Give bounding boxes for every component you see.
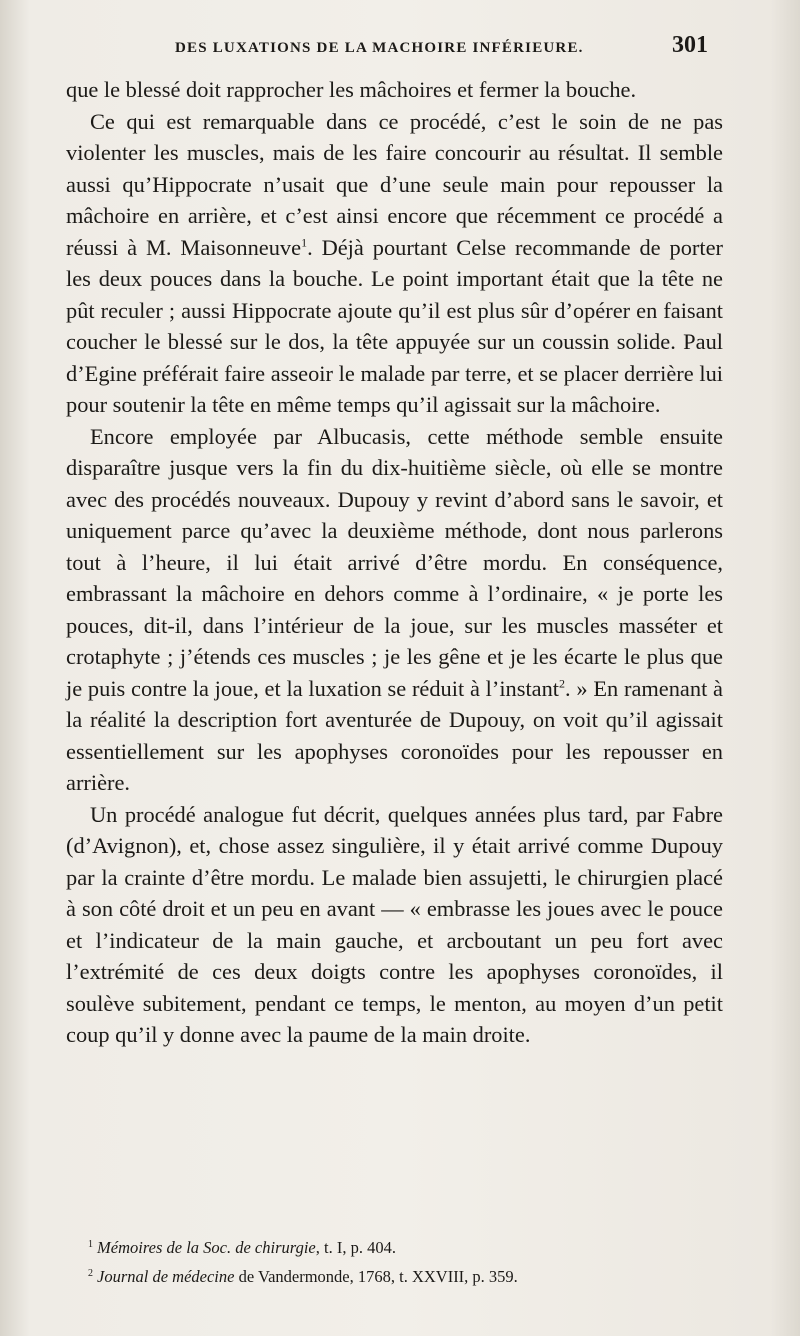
footnote-2 xyxy=(88,1262,728,1291)
paragraph-3-text-b: . » En ramenant à la réalité la description fort aventurée de Dupouy, on voit qu’il agissait essentiellement sur les apophyses coronoïdes pour les repousser en arrière. xyxy=(66,675,723,795)
paragraph-2-text-a: Ce qui est remarquable dans ce procédé, c’est le soin de ne pas violenter les muscles, mais de les faire concourir au résultat. Il semble aussi qu’Hippocrate n’usait que d’une seule main pour repousser la mâchoire en arrière, et c’est ainsi encore que récemment ce procédé a réussi à M. Maisonneuve xyxy=(66,108,723,260)
footnotes xyxy=(88,1233,728,1291)
footnote-source-title: Journal de médecine xyxy=(97,1267,235,1286)
body-text xyxy=(66,74,723,1051)
footnote-source-details: , t. I, p. 404. xyxy=(315,1238,396,1257)
footnote-marker: 2 xyxy=(88,1267,93,1279)
footnote-marker: 1 xyxy=(88,1238,93,1250)
paragraph-3-text-a: Encore employée par Albucasis, cette méthode semble ensuite disparaître jusque vers la fin du dix-huitième siècle, où elle se montre avec des procédés nouveaux. Dupouy y revint d’abord sans le savoir, et uniquement parce qu’avec la deuxième méthode, dont nous parlerons tout à l’heure, il lui était arrivé d’être mordu. En conséquence, embrassant la mâchoire en dehors comme à l’ordinaire, « je porte les pouces, dit-il, dans l’intérieur de la joue, sur les muscles masséter et crotaphyte ; j’étends ces muscles ; je les gêne et je les écarte le plus que je puis contre la joue, et la luxation se réduit à l’instant xyxy=(66,423,723,701)
running-title: DES LUXATIONS DE LA MACHOIRE INFÉRIEURE. xyxy=(175,40,584,56)
footnote-ref-2[interactable]: 2 xyxy=(559,676,566,691)
footnote-1 xyxy=(88,1233,728,1262)
page-number: 301 xyxy=(672,32,708,58)
paragraph-2 xyxy=(66,106,723,421)
footnote-source-title: Mémoires de la Soc. de chirurgie xyxy=(97,1238,316,1257)
paragraph-1: que le blessé doit rapprocher les mâchoires et fermer la bouche. xyxy=(66,77,637,102)
paragraph-4: Un procédé analogue fut décrit, quelques années plus tard, par Fabre (d’Avignon), et, chose assez singulière, il y était arrivé comme Dupouy par la crainte d’être mordu. Le malade bien assujetti, le chirurgien placé à son côté droit et un peu en avant — « embrasse les joues avec le pouce et l’indicateur de la main gauche, et arcboutant un peu fort avec l’extrémité de ces deux doigts contre les apophyses coronoïdes, il soulève subitement, pendant ce temps, le menton, au moyen d’un petit coup qu’il y donne avec la paume de la main droite. xyxy=(66,801,723,1047)
running-head xyxy=(0,32,800,68)
footnote-ref-1[interactable]: 1 xyxy=(301,235,308,250)
paragraph-3 xyxy=(66,421,723,799)
footnote-source-details: de Vandermonde, 1768, t. XXVIII, p. 359. xyxy=(234,1267,518,1286)
paragraph-2-text-b: . Déjà pourtant Celse recommande de porter les deux pouces dans la bouche. Le point important était que la tête ne pût reculer ; aussi Hippocrate ajoute qu’il est plus sûr d’opérer en faisant coucher le blessé sur le dos, la tête appuyée sur un coussin solide. Paul d’Egine préférait faire asseoir le malade par terre, et se placer derrière lui pour soutenir la tête en même temps qu’il agissait sur la mâchoire. xyxy=(66,234,723,417)
